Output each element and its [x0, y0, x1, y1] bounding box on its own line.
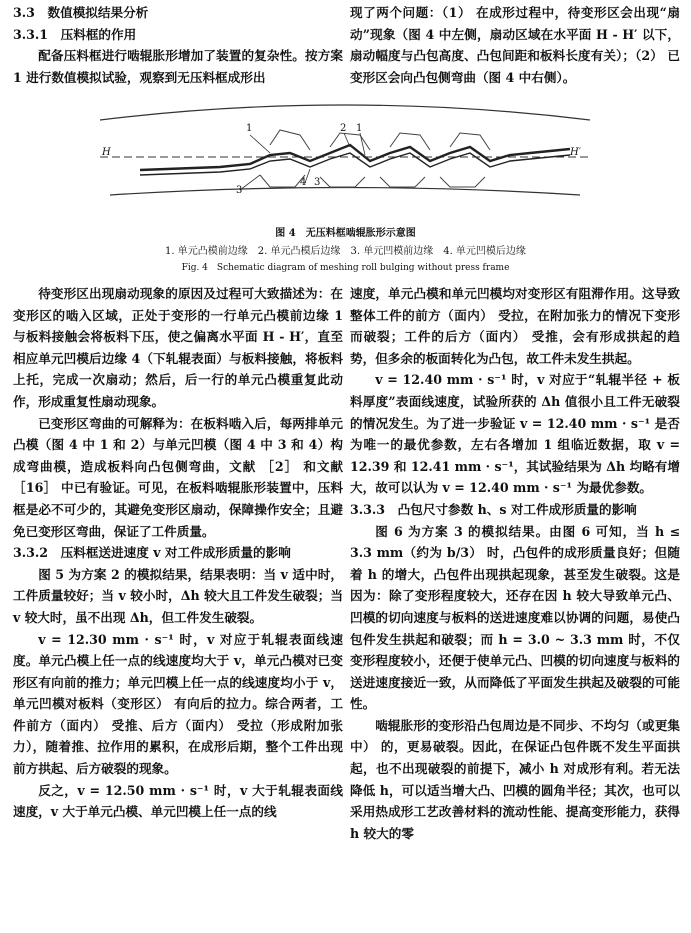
paragraph: 图 6 为方案 3 的模拟结果。由图 6 可知，当 h ≤ 3.3 mm（约为 b/3） 时，凸包件的成形质量良好；但随着 h 的增大，凸包件出现拱起现象，甚至发生破裂。这是因为：除了变形程度较大，还存在因 h 较大导致单元凸、凹模的切向速度与板料的送进速度难以协调的问题，易使凸包件发生拱起和破裂；而 h = 3.0 ~ 3.3 mm 时，不仅变形程度较小，还便于使单元凸、凹模的切向速度与板料的送进速度接近一致，从而降低了平面发生拱起及破裂的可能性。	[350, 523, 680, 712]
figure-label: 1	[356, 123, 363, 134]
paragraph: v = 12.40 mm · s⁻¹ 时，v 对应于“轧辊半径 + 板料厚度”表面线速度，试验所获的 Δh 值很小且工件无破裂的情况发生。为了进一步验证 v = 12.40 mm · s⁻¹ 是否为唯一的最优参数，左右各增加 1 组临近数据，取 v = 12.39 和 12.41 mm · s⁻¹，其试验结果为 Δh 均略有增大，故可以认为 v = 12.40 mm · s⁻¹ 为最优参数。	[350, 372, 680, 496]
paragraph: 速度，单元凸模和单元凹模均对变形区有阻滞作用。这导致整体工件的前方（面内） 受拉，在附加张力的情况下变形而破裂；工件的后方（面内） 受推，会有形成拱起的趋势，但多余的板面转化为凸包，故工件未发生拱起。	[350, 286, 680, 366]
paragraph: 已变形区弯曲的可解释为：在板料啮入后，每两排单元凸模（图 4 中 1 和 2）与单元凹模（图 4 中 3 和 4）构成弯曲模，造成板料向凸包侧弯曲，文献 ［2］ 和文献 ［16］ 中已有验证。可见，在板料啮辊胀形装置中，压料框是必不可少的，其避免变形区扇动，保障操作安全；且避免已变形区弯曲，保证了工件质量。	[13, 415, 343, 539]
figure-caption-en: Fig. 4 Schematic diagram of meshing roll bulging without press frame	[181, 263, 510, 273]
figure-label: 3	[236, 185, 243, 196]
subsection-heading: 3.3.1 压料框的作用	[13, 26, 137, 42]
paragraph: 啮辊胀形的变形沿凸包周边是不同步、不均匀（或更集中） 的，更易破裂。因此，在保证凸包件既不发生平面拱起，也不出现破裂的前提下，减小 h 对成形有利。若无法降低 h，可以适当增大凸、凹模的圆角半径；其次，也可以采用热成形工艺改善材料的流动性能、提高变形能力，获得 h 较大的零	[350, 717, 680, 841]
figure-label: 1	[246, 123, 253, 134]
paragraph: 现了两个问题：（1） 在成形过程中，待变形区会出现“扇动”现象（图 4 中左侧，扇动区域在水平面 H - H′ 以下，扇动幅度与凸包高度、凸包间距和板料长度有关）；（2） 已变形区会向凸包侧弯曲（图 4 中右侧）。	[350, 5, 680, 85]
right-column	[350, 283, 680, 844]
top-left-column	[13, 2, 343, 88]
top-right-column	[350, 2, 680, 88]
figure-label: 2	[340, 123, 347, 134]
figure-label: 3	[314, 177, 321, 188]
figure-caption-items: 1. 单元凸模前边缘 2. 单元凸模后边缘 3. 单元凹模前边缘 4. 单元凹模后边缘	[165, 246, 526, 257]
figure-label: H	[102, 147, 111, 158]
figure-4-drawing	[100, 95, 590, 205]
subsection-heading: 3.3.2 压料框送进速度 v 对工件成形质量的影响	[13, 545, 291, 561]
figure-label: 4	[300, 177, 307, 188]
left-column	[13, 283, 343, 823]
subsection-heading: 3.3.3 凸包尺寸参数 h、s 对工件成形质量的影响	[350, 501, 637, 517]
paragraph: 配备压料框进行啮辊胀形增加了装置的复杂性。按方案 1 进行数值模拟试验，观察到无压料框成形出	[13, 48, 343, 85]
figure-4	[100, 95, 590, 205]
section-heading: 3.3 数值模拟结果分析	[13, 5, 149, 20]
figure-label: H′	[570, 147, 581, 158]
paragraph: 反之，v = 12.50 mm · s⁻¹ 时，v 大于轧辊表面线速度，v 大于单元凸模、单元凹模上任一点的线	[13, 782, 343, 820]
paragraph: 图 5 为方案 2 的模拟结果，结果表明：当 v 适中时，工件质量较好；当 v 较小时，Δh 较大且工件发生破裂；当 v 较大时，虽不出现 Δh，但工件发生破裂。	[13, 566, 343, 625]
paragraph: v = 12.30 mm · s⁻¹ 时，v 对应于轧辊表面线速度。单元凸模上任一点的线速度均大于 v，单元凸模对已变形区有向前的推力；单元凹模上任一点的线速度均小于 v，单元凹模对板料（变形区） 有向后的拉力。综合两者，工件前方（面内） 受推、后方（面内） 受拉（形成附加张力），随着推、拉作用的累积，在成形后期，整个工件出现前方拱起、后方破裂的现象。	[13, 631, 343, 777]
figure-caption-title: 图 4 无压料框啮辊胀形示意图	[275, 228, 416, 239]
paragraph: 待变形区出现扇动现象的原因及过程可大致描述为：在变形区的啮入区域，正处于变形的一行单元凸模前边缘 1 与板料接触会将板料下压，使之偏离水平面 H - H′，直至相应单元凹模后边缘 4（下轧辊表面）与板料接触，将板料上托，完成一次扇动；然后，后一行的单元凸模重复此动作，形成重复性扇动现象。	[13, 286, 343, 409]
